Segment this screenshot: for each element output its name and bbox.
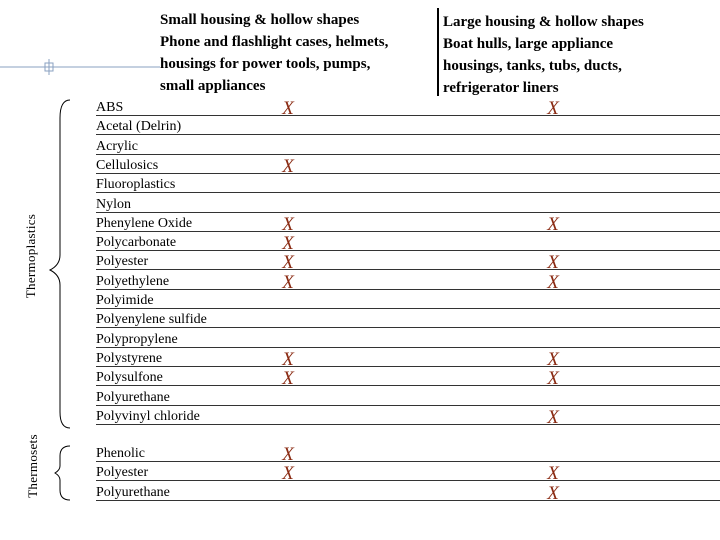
material-name: ABS — [96, 100, 124, 115]
small-housing-mark: X — [282, 271, 294, 293]
large-housing-mark: X — [547, 98, 559, 119]
row-rule — [96, 405, 720, 406]
small-housing-mark: X — [282, 444, 294, 465]
material-name: Polycarbonate — [96, 235, 177, 251]
large-housing-desc-2: housings, tanks, tubs, ducts, — [443, 58, 622, 74]
row-rule — [96, 269, 720, 270]
large-housing-mark: X — [547, 271, 559, 293]
row-rule — [96, 424, 720, 425]
small-housing-desc-2: housings for power tools, pumps, — [160, 56, 371, 72]
small-housing-desc-1: Phone and flashlight cases, helmets, — [160, 34, 389, 50]
material-name: Polyimide — [96, 293, 154, 308]
row-rule — [96, 347, 720, 348]
material-name: Phenylene Oxide — [96, 215, 193, 231]
large-housing-mark: X — [547, 368, 559, 390]
small-housing-mark: X — [282, 233, 294, 255]
thermoplastics-bracket — [50, 100, 70, 428]
row-rule — [96, 500, 720, 501]
small-housing-mark: X — [282, 98, 294, 119]
material-name: Fluoroplastics — [96, 177, 176, 193]
large-housing-mark: X — [547, 252, 559, 274]
large-housing-mark: X — [547, 348, 559, 370]
row-rule — [96, 366, 720, 367]
small-housing-mark: X — [282, 368, 294, 390]
thermosets-label: Thermosets — [25, 434, 40, 498]
small-housing-title: Small housing & hollow shapes — [160, 12, 360, 28]
large-housing-mark: X — [547, 463, 559, 485]
large-housing-mark: X — [547, 406, 559, 428]
row-rule — [96, 385, 720, 386]
material-name: Polysulfone — [96, 370, 163, 386]
material-name: Phenolic — [96, 446, 145, 461]
row-rule — [96, 115, 720, 116]
small-housing-mark: X — [282, 348, 294, 370]
small-housing-mark: X — [282, 213, 294, 235]
small-housing-desc-3: small appliances — [160, 78, 266, 94]
material-name: Polyester — [96, 465, 149, 481]
row-rule — [96, 461, 720, 462]
row-rule — [96, 231, 720, 232]
large-housing-desc-3: refrigerator liners — [443, 80, 559, 96]
row-rule — [96, 480, 720, 481]
material-name: Polyester — [96, 254, 149, 270]
row-rule — [96, 289, 720, 290]
crosshair-icon — [41, 59, 57, 75]
row-rule — [96, 327, 720, 328]
row-rule — [96, 308, 720, 309]
material-name: Polyurethane — [96, 389, 170, 405]
material-name: Polystyrene — [96, 350, 163, 366]
thermoplastics-label: Thermoplastics — [23, 213, 38, 299]
row-rule — [96, 154, 720, 155]
row-rule — [96, 212, 720, 213]
small-housing-mark: X — [282, 155, 294, 177]
material-name: Polypropylene — [96, 331, 178, 347]
small-housing-mark: X — [282, 252, 294, 274]
large-housing-desc-1: Boat hulls, large appliance — [443, 36, 614, 52]
material-name: Polyvinyl chloride — [96, 408, 200, 424]
material-name: Acetal (Delrin) — [96, 119, 182, 135]
small-housing-header — [160, 9, 388, 97]
row-rule — [96, 192, 720, 193]
row-rule — [96, 173, 720, 174]
small-housing-mark: X — [282, 463, 294, 485]
material-name: Cellulosics — [96, 157, 159, 173]
material-name: Acrylic — [96, 138, 138, 154]
large-housing-title: Large housing & hollow shapes — [443, 14, 644, 30]
large-housing-header — [443, 11, 644, 99]
row-rule — [96, 250, 720, 251]
large-housing-mark: X — [547, 213, 559, 235]
material-name: Nylon — [96, 196, 131, 212]
row-rule — [96, 134, 720, 135]
material-name: Polyethylene — [96, 273, 170, 289]
material-name: Polyurethane — [96, 484, 170, 500]
material-name: Polyenylene sulfide — [96, 312, 207, 328]
large-housing-mark: X — [547, 482, 559, 504]
thermosets-bracket — [55, 446, 70, 500]
